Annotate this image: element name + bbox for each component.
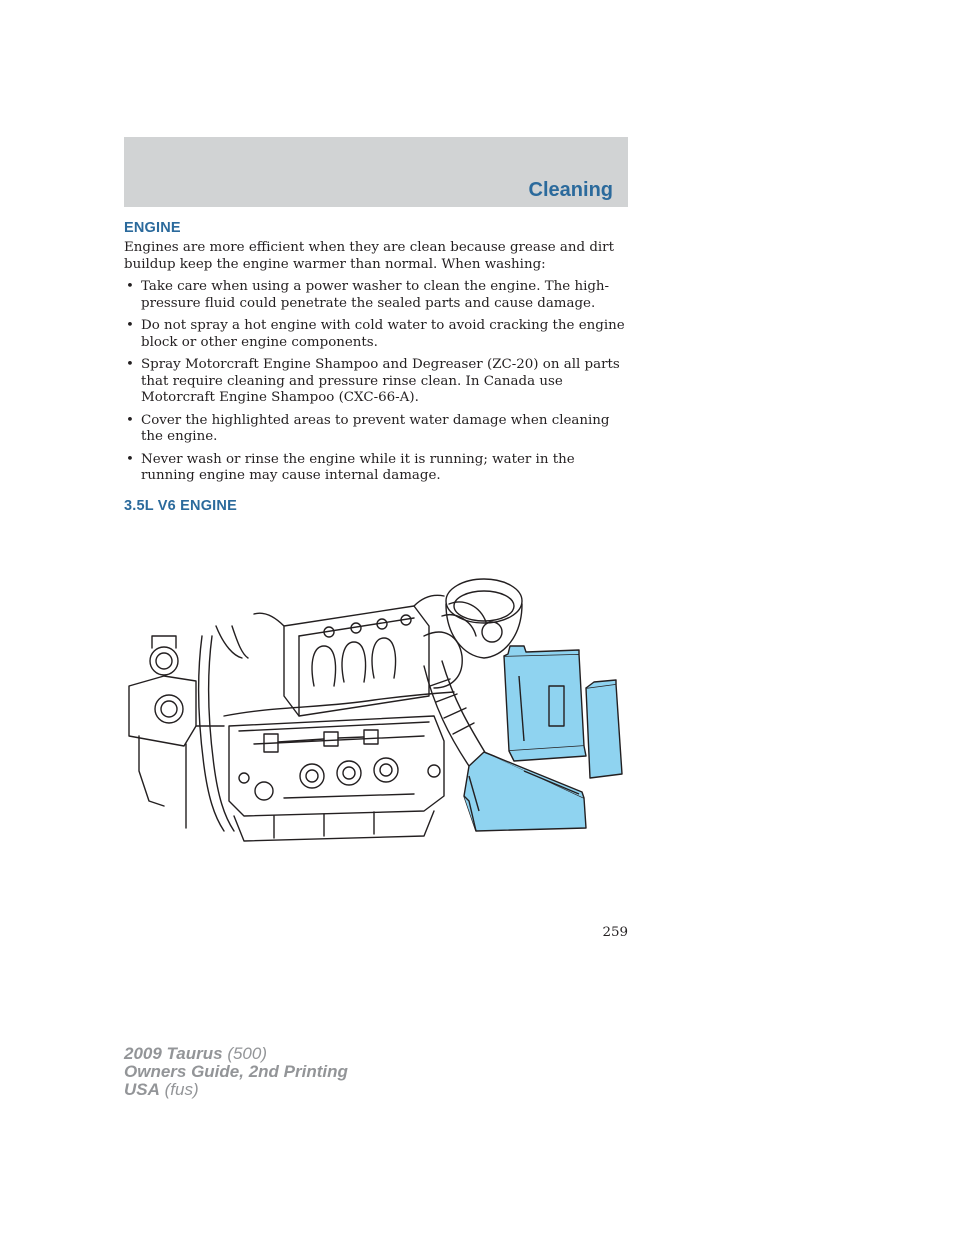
footer-line-guide [124,1063,348,1081]
bullet-icon: • [126,318,134,334]
engine-line-drawing [124,566,628,852]
list-item-text: Do not spray a hot engine with cold water to avoid cracking the engine block or other engine components. [141,318,625,350]
list-item-text: Spray Motorcraft Engine Shampoo and Degreaser (ZC-20) on all parts that require cleaning and pressure rinse clean. In Canada use Motorcraft Engine Shampoo (CXC-66-A). [141,357,620,406]
washing-tips-list [124,279,628,485]
engine-intro-paragraph: Engines are more efficient when they are clean because grease and dirt buildup keep the engine warmer than normal. When washing: [124,240,614,272]
bullet-icon: • [126,451,134,467]
list-item-text: Cover the highlighted areas to prevent water damage when cleaning the engine. [141,412,610,445]
list-item [124,318,628,351]
engine-compartment-illustration [124,566,628,852]
chapter-title: Cleaning [528,179,613,201]
page-content [124,220,628,518]
footer-guide-title: Owners Guide, 2nd Printing [124,1062,348,1081]
footer-model-code: (500) [222,1044,268,1063]
footer-market-code: (fus) [159,1080,199,1099]
document-footer [124,1045,348,1099]
list-item [124,357,628,407]
footer-line-model [124,1045,348,1063]
footer-market: USA [124,1080,160,1099]
footer-line-market [124,1081,348,1099]
list-item-text: Take care when using a power washer to clean the engine. The high-pressure fluid could penetrate the sealed parts and cause damage. [141,279,610,311]
bullet-icon: • [126,412,134,428]
page-number: 259 [602,925,628,940]
section-heading-engine: ENGINE [124,220,181,236]
footer-model-name: 2009 Taurus [124,1044,223,1063]
list-item [124,413,628,446]
bullet-icon: • [126,357,134,373]
list-item-text: Never wash or rinse the engine while it is running; water in the running engine may cause internal damage. [141,451,575,484]
list-item [124,452,628,485]
bullet-icon: • [126,279,134,295]
section-heading-v6-engine: 3.5L V6 ENGINE [124,497,237,514]
chapter-header-band [124,137,628,207]
list-item [124,279,628,312]
